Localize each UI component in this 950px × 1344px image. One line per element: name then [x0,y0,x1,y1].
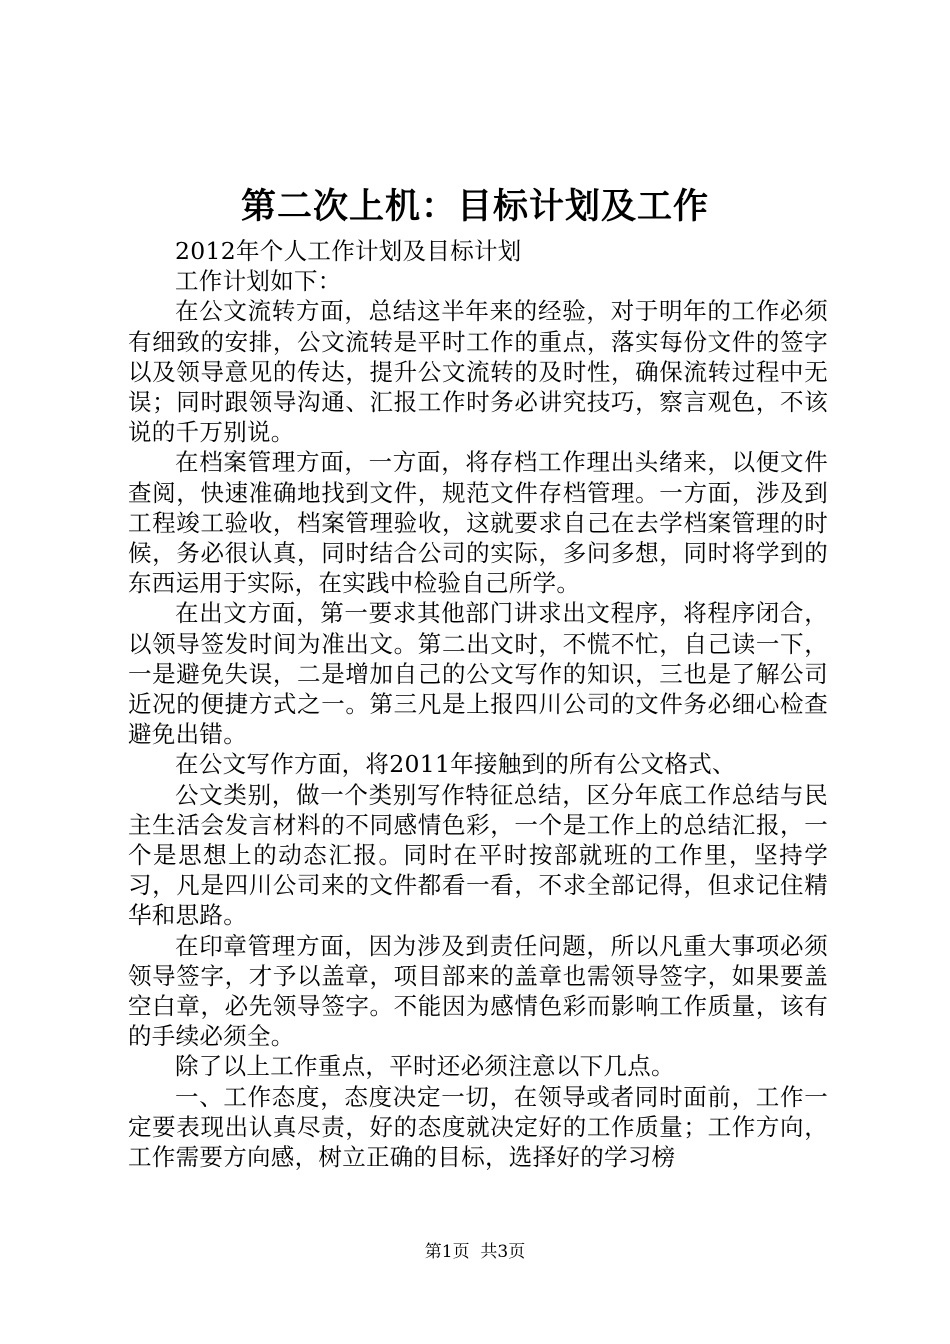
paragraph-document-flow: 在公文流转方面，总结这半年来的经验，对于明年的工作必须有细致的安排，公文流转是平时工作的重点，落实每份文件的签字以及领导意见的传达，提升公文流转的及时性，确保流转过程中无误；同时跟领导沟通、汇报工作时务必讲究技巧，察言观色，不该说的千万别说。 [128,297,828,447]
paragraph-writing-heading: 在公文写作方面，将2011年接触到的所有公文格式、 [175,750,736,779]
page-footer [0,1240,950,1264]
paragraph-archive-management: 在档案管理方面，一方面，将存档工作理出头绪来，以便文件查阅，快速准确地找到文件，规范文件存档管理。一方面，涉及到工程竣工验收，档案管理验收，这就要求自己在去学档案管理的时候，务必很认真，同时结合公司的实际，多问多想，同时将学到的东西运用于实际，在实践中检验自己所学。 [128,448,828,598]
page-number: 第1页 共3页 [424,1242,526,1262]
paragraph-writing-categories: 公文类别，做一个类别写作特征总结，区分年底工作总结与民主生活会发言材料的不同感情色彩，一个是工作上的总结汇报，一个是思想上的动态汇报。同时在平时按部就班的工作里，坚持学习，凡是四川公司来的文件都看一看，不求全部记得，但求记住精华和思路。 [128,780,828,930]
paragraph-issuing-documents: 在出文方面，第一要求其他部门讲求出文程序，将程序闭合，以领导签发时间为准出文。第二出文时，不慌不忙，自己读一下，一是避免失误，二是增加自己的公文写作的知识，三也是了解公司近况的便捷方式之一。第三凡是上报四川公司的文件务必细心检查避免出错。 [128,599,828,749]
paragraph-other-points: 除了以上工作重点，平时还必须注意以下几点。 [175,1052,675,1081]
paragraph-intro: 工作计划如下： [175,267,342,296]
paragraph-subtitle: 2012年个人工作计划及目标计划 [175,237,522,265]
paragraph-seal-management: 在印章管理方面，因为涉及到责任问题，所以凡重大事项必须领导签字，才予以盖章，项目部来的盖章也需领导签字，如果要盖空白章，必先领导签字。不能因为感情色彩而影响工作质量，该有的手续必须全。 [128,931,828,1051]
document-body [128,236,828,1172]
paragraph-work-attitude: 一、工作态度，态度决定一切，在领导或者同时面前，工作一定要表现出认真尽责，好的态度就决定好的工作质量；工作方向，工作需要方向感，树立正确的目标，选择好的学习榜 [128,1082,828,1172]
document-title: 第二次上机：目标计划及工作 [240,187,709,227]
